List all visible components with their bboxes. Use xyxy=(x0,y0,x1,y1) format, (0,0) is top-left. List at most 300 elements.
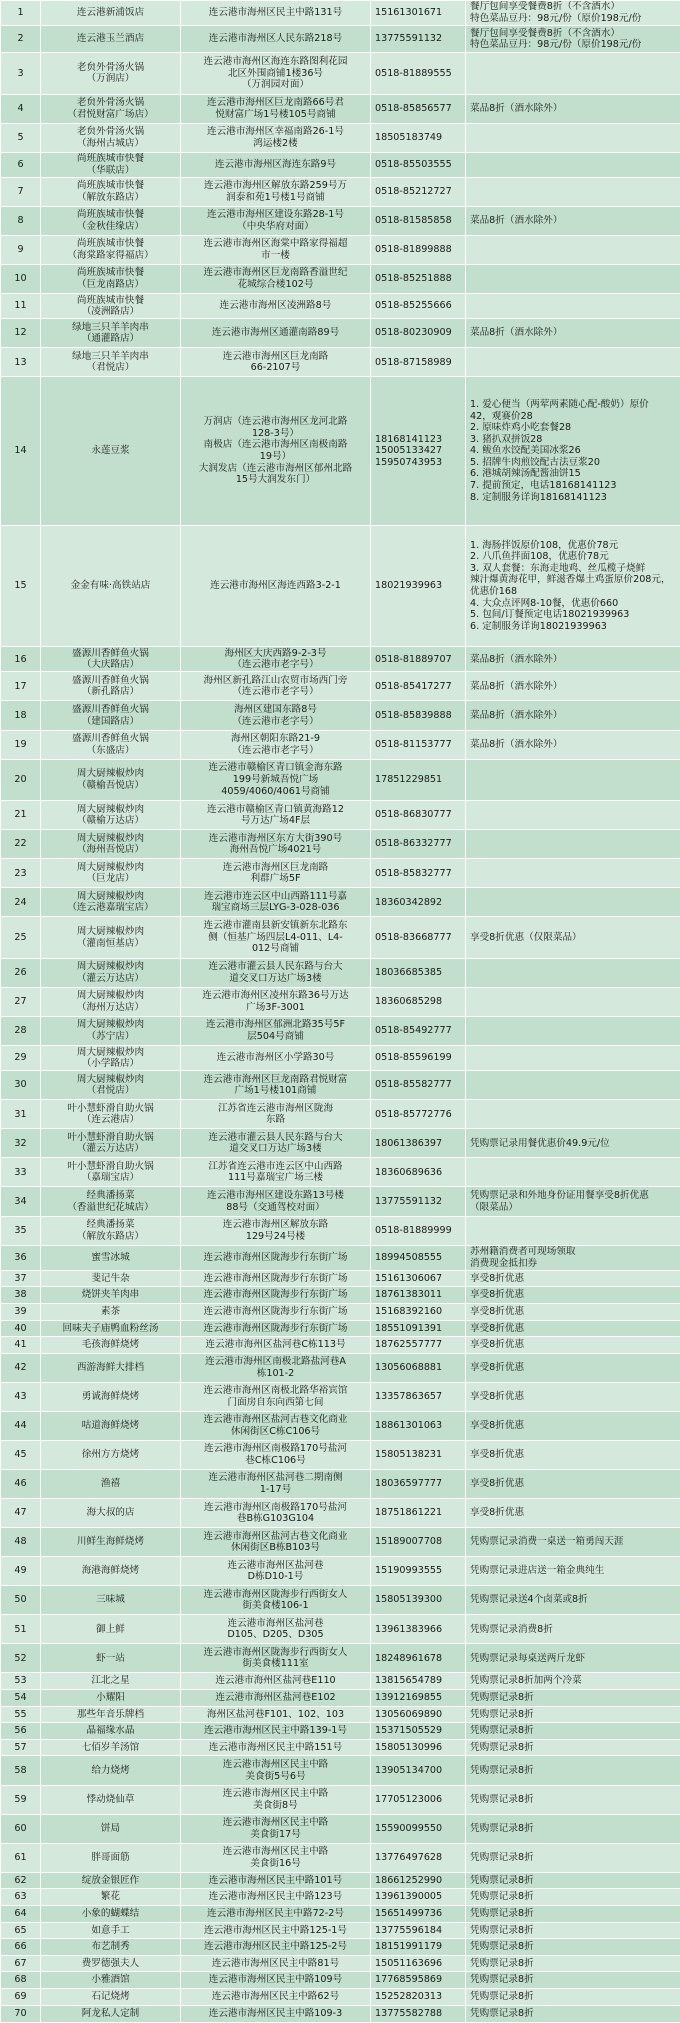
merchant-phone xyxy=(371,730,466,759)
merchant-phone xyxy=(371,1922,466,1939)
merchant-phone xyxy=(371,1756,466,1785)
merchant-phone-line: 18151991179 xyxy=(375,1941,443,1953)
merchant-address-line: 111号嘉瑞宝广场三楼 xyxy=(227,1172,324,1184)
merchant-name-line: 盛源川香鲜鱼火锅 xyxy=(72,732,149,744)
table-row xyxy=(1,152,680,177)
merchant-phone xyxy=(371,1955,466,1972)
row-number: 9 xyxy=(1,235,41,264)
merchant-address-line: 66-2107号 xyxy=(250,362,301,374)
merchant-address xyxy=(181,1129,371,1158)
row-number: 21 xyxy=(1,801,41,830)
row-number: 50 xyxy=(1,1586,41,1615)
merchant-address xyxy=(181,525,371,646)
merchant-name-line: 经典潘扬菜 xyxy=(86,1218,135,1230)
merchant-phone-line: 15161301671 xyxy=(375,7,443,19)
merchant-phone-line: 17768595869 xyxy=(375,1974,443,1986)
merchant-address-line: 连云港市海州区盐河巷 xyxy=(227,1559,324,1571)
merchant-phone xyxy=(371,1337,466,1354)
row-number: 12 xyxy=(1,319,41,348)
row-number: 34 xyxy=(1,1187,41,1216)
merchant-name xyxy=(41,917,181,959)
merchant-phone xyxy=(371,525,466,646)
merchant-address-line: D栋D10-1号 xyxy=(247,1571,304,1583)
merchant-phone-line: 13775582788 xyxy=(375,2008,443,2019)
merchant-offer xyxy=(466,1644,680,1673)
row-number: 49 xyxy=(1,1557,41,1586)
merchant-offer xyxy=(466,2005,680,2022)
merchant-name xyxy=(41,1922,181,1939)
merchant-offer xyxy=(466,1989,680,2006)
merchant-offer-line: 凭购票记录送4个卤菜或8折 xyxy=(470,1594,588,1606)
row-number: 41 xyxy=(1,1337,41,1354)
table-row xyxy=(1,1216,680,1245)
merchant-offer-line: 菜品8折（酒水除外） xyxy=(470,327,563,339)
table-row xyxy=(1,94,680,123)
merchant-offer xyxy=(466,1706,680,1723)
merchant-address xyxy=(181,1411,371,1440)
merchant-phone-line: 15051163696 xyxy=(375,1957,443,1969)
merchant-name xyxy=(41,647,181,672)
merchant-name-line: 素茶 xyxy=(100,1305,121,1317)
merchant-address xyxy=(181,1557,371,1586)
merchant-name xyxy=(41,265,181,294)
merchant-name xyxy=(41,1955,181,1972)
merchant-address-line: 连云港市海州区南极北路盐河巷A xyxy=(205,1356,346,1368)
row-number: 53 xyxy=(1,1673,41,1690)
merchant-offer-line: 特色菜品豆丹：98元/份（原价198元/份 xyxy=(470,39,642,51)
merchant-phone-line: 13056068881 xyxy=(375,1361,443,1373)
merchant-address xyxy=(181,1644,371,1673)
merchant-phone xyxy=(371,94,466,123)
merchant-offer xyxy=(466,1499,680,1528)
table-row xyxy=(1,647,680,672)
merchant-phone-line: 13961383966 xyxy=(375,1623,443,1635)
merchant-address xyxy=(181,1187,371,1216)
merchant-name xyxy=(41,1756,181,1785)
merchant-address-line: 连云港市海州区凌洲路8号 xyxy=(219,300,332,312)
merchant-address-line: 鸿运楼2楼 xyxy=(253,137,298,149)
merchant-name-line: （灌南恒基店） xyxy=(76,937,145,949)
merchant-name xyxy=(41,1905,181,1922)
merchant-phone xyxy=(371,1270,466,1287)
merchant-name xyxy=(41,377,181,525)
merchant-address xyxy=(181,2005,371,2022)
merchant-name xyxy=(41,1972,181,1989)
merchant-address-line: 1-17号 xyxy=(259,1484,292,1496)
merchant-offer-line: 凭购票记录8折 xyxy=(470,1822,534,1834)
merchant-phone-line: 13775591132 xyxy=(375,1195,443,1207)
merchant-offer-line: 餐厅包间享受餐费8折（不含酒水） xyxy=(470,1,621,13)
table-row xyxy=(1,1889,680,1906)
table-row xyxy=(1,319,680,348)
merchant-name-line: （万润店） xyxy=(86,73,135,85)
merchant-address xyxy=(181,1756,371,1785)
merchant-name xyxy=(41,348,181,377)
merchant-address-line: 连云港市海州区郁洲北路35号5F xyxy=(206,1019,345,1031)
merchant-phone-line: 0518-85417277 xyxy=(375,680,452,692)
merchant-name-line: 布艺制秀 xyxy=(91,1941,130,1953)
merchant-address-line: 连云港市海州区巨龙南路 xyxy=(222,350,329,362)
merchant-address-line: 连云港市海州区盐河古巷文化商业 xyxy=(203,1530,348,1542)
merchant-address xyxy=(181,1100,371,1129)
merchant-offer-line: 凭购票记录8折 xyxy=(470,1764,534,1776)
merchant-name-line: 周大厨辣椒炒肉 xyxy=(76,890,145,902)
row-number: 14 xyxy=(1,377,41,525)
table-row xyxy=(1,1158,680,1187)
merchant-phone-line: 13776497628 xyxy=(375,1851,443,1863)
merchant-address xyxy=(181,1440,371,1469)
merchant-phone xyxy=(371,801,466,830)
merchant-phone xyxy=(371,152,466,177)
table-row xyxy=(1,1673,680,1690)
merchant-name-line: 阿龙私人定制 xyxy=(81,2008,140,2019)
merchant-phone xyxy=(371,1440,466,1469)
merchant-phone xyxy=(371,1939,466,1956)
merchant-address xyxy=(181,1216,371,1245)
merchant-address-line: 大润发店（连云港市海州区郁州北路 xyxy=(198,462,353,474)
merchant-address-line: 巷C栋C106号 xyxy=(245,1454,306,1466)
table-row xyxy=(1,1690,680,1707)
merchant-name-line: 周大厨辣椒炒肉 xyxy=(76,803,145,815)
merchant-name xyxy=(41,1245,181,1270)
merchant-offer xyxy=(466,1287,680,1304)
table-row xyxy=(1,1905,680,1922)
merchant-address xyxy=(181,1586,371,1615)
table-row xyxy=(1,958,680,987)
merchant-name xyxy=(41,1129,181,1158)
table-row xyxy=(1,235,680,264)
merchant-phone xyxy=(371,1499,466,1528)
merchant-name-line: 尚班族城市快餐 xyxy=(76,180,145,192)
row-number: 69 xyxy=(1,1989,41,2006)
merchant-phone-line: 18061386397 xyxy=(375,1137,443,1149)
merchant-address-line: 连云港市海州区盐河巷C栋113号 xyxy=(205,1339,346,1351)
merchant-name-line: （东盛店） xyxy=(86,744,135,756)
merchant-name-line: 尚班族城市快餐 xyxy=(76,238,145,250)
merchant-address-line: 连云港市海州区南极路170号盐河 xyxy=(203,1501,348,1513)
merchant-phone-line: 18994508555 xyxy=(375,1251,443,1263)
row-number: 16 xyxy=(1,647,41,672)
merchant-address-line: 北区外围商铺1楼36号 xyxy=(227,67,324,79)
merchant-address-line: 连云港市海州区小学路30号 xyxy=(216,1052,335,1064)
merchant-name xyxy=(41,1644,181,1673)
merchant-offer-line: 凭购票记录用餐优惠价49.9元/位 xyxy=(470,1137,610,1149)
merchant-address-line: 连云港市海州区民主中路 xyxy=(222,1846,329,1858)
merchant-offer xyxy=(466,1320,680,1337)
merchant-phone-line: 15190993555 xyxy=(375,1565,443,1577)
row-number: 11 xyxy=(1,294,41,319)
table-row xyxy=(1,1187,680,1216)
merchant-address xyxy=(181,730,371,759)
row-number: 56 xyxy=(1,1723,41,1740)
merchant-offer xyxy=(466,672,680,701)
merchant-address-line: 花城综合楼102号 xyxy=(237,279,314,291)
merchant-phone-line: 17705123006 xyxy=(375,1793,443,1805)
merchant-address xyxy=(181,1955,371,1972)
merchant-name-line: 叶小慧虾滑自助火锅 xyxy=(67,1160,154,1172)
table-row xyxy=(1,1270,680,1287)
table-row xyxy=(1,1071,680,1100)
merchant-offer xyxy=(466,1739,680,1756)
merchant-name xyxy=(41,1046,181,1071)
merchant-name-line: 小耀阳 xyxy=(96,1692,125,1704)
merchant-address-line: 连云港市海州区陇海步行东街广场 xyxy=(203,1322,348,1334)
merchant-address xyxy=(181,701,371,730)
merchant-name-line: 烧饼夹羊肉串 xyxy=(81,1289,140,1301)
row-number: 1 xyxy=(1,1,41,26)
merchant-name xyxy=(41,1071,181,1100)
row-number: 17 xyxy=(1,672,41,701)
merchant-phone xyxy=(371,1644,466,1673)
merchant-phone-line: 18551091391 xyxy=(375,1322,443,1334)
merchant-offer xyxy=(466,1158,680,1187)
merchant-phone-line: 18168141123 xyxy=(375,433,443,445)
merchant-offer xyxy=(466,1905,680,1922)
row-number: 54 xyxy=(1,1690,41,1707)
merchant-offer xyxy=(466,1814,680,1843)
merchant-address-line: 市一楼 xyxy=(261,250,290,262)
merchant-name-line: 繁花 xyxy=(100,1891,121,1903)
row-number: 51 xyxy=(1,1615,41,1644)
merchant-address xyxy=(181,1320,371,1337)
merchant-name-line: 盛源川香鲜鱼火锅 xyxy=(72,647,149,659)
merchant-name-line: （灌云万达店） xyxy=(76,1143,145,1155)
merchant-address-line: 连云港市海州区陇海步行东街广场 xyxy=(203,1289,348,1301)
merchant-name-line: （凌洲路店） xyxy=(81,306,140,318)
merchant-offer-line: 3. 猪扒双拼饭28 xyxy=(470,433,543,445)
row-number: 55 xyxy=(1,1706,41,1723)
merchant-phone-line: 0518-85832777 xyxy=(375,867,452,879)
merchant-offer xyxy=(466,1017,680,1046)
merchant-phone xyxy=(371,1158,466,1187)
merchant-address xyxy=(181,53,371,95)
merchant-phone xyxy=(371,177,466,206)
merchant-name xyxy=(41,1017,181,1046)
merchant-address-line: 号万达广场4F层 xyxy=(240,815,311,827)
merchant-phone-line: 15805138231 xyxy=(375,1449,443,1461)
merchant-phone-line: 0518-81889707 xyxy=(375,653,452,665)
merchant-address xyxy=(181,1528,371,1557)
merchant-name-line: 回味夫子庙鸭血粉丝汤 xyxy=(62,1322,159,1334)
row-number: 18 xyxy=(1,701,41,730)
merchant-phone-line: 0518-81585858 xyxy=(375,215,452,227)
merchant-name xyxy=(41,525,181,646)
merchant-phone xyxy=(371,958,466,987)
table-row xyxy=(1,123,680,152)
merchant-address xyxy=(181,319,371,348)
merchant-phone xyxy=(371,1615,466,1644)
row-number: 2 xyxy=(1,26,41,53)
merchant-offer xyxy=(466,94,680,123)
table-row xyxy=(1,1972,680,1989)
merchant-offer-line: 42，观赛价28 xyxy=(470,410,533,422)
merchant-name-line: 胖哥面筋 xyxy=(91,1851,130,1863)
table-row xyxy=(1,1939,680,1956)
merchant-name-line: 江北之星 xyxy=(91,1675,130,1687)
row-number: 40 xyxy=(1,1320,41,1337)
row-number: 63 xyxy=(1,1889,41,1906)
merchant-phone xyxy=(371,1187,466,1216)
table-row xyxy=(1,1872,680,1889)
merchant-address xyxy=(181,1071,371,1100)
merchant-address xyxy=(181,1,371,26)
merchant-offer xyxy=(466,917,680,959)
merchant-name xyxy=(41,1673,181,1690)
table-row xyxy=(1,1046,680,1071)
merchant-name xyxy=(41,1843,181,1872)
merchant-address-line: 巷B栋G103G104 xyxy=(236,1513,315,1525)
merchant-offer xyxy=(466,123,680,152)
merchant-name xyxy=(41,1,181,26)
merchant-phone-line: 13905134700 xyxy=(375,1764,443,1776)
merchant-name-line: 勇诚海鲜烧烤 xyxy=(81,1391,140,1403)
row-number: 37 xyxy=(1,1270,41,1287)
merchant-phone xyxy=(371,1989,466,2006)
row-number: 52 xyxy=(1,1644,41,1673)
merchant-name-line: 永莲豆浆 xyxy=(91,445,130,457)
merchant-phone-line: 18505183749 xyxy=(375,131,443,143)
merchant-phone xyxy=(371,1129,466,1158)
merchant-address-line: 门面房自东向西第七间 xyxy=(227,1396,324,1408)
merchant-address-line: 连云港市海州区南极北路华裕宾馆 xyxy=(203,1385,348,1397)
merchant-address-line: 连云港市海州区民主中路101号 xyxy=(208,1874,343,1886)
merchant-name-line: （赣榆吾悦店） xyxy=(76,779,145,791)
merchant-address-line: 连云港市灌南县新安镇新东北路东 xyxy=(203,920,348,932)
merchant-offer xyxy=(466,177,680,206)
merchant-offer xyxy=(466,1382,680,1411)
merchant-offer xyxy=(466,1586,680,1615)
merchant-name xyxy=(41,1872,181,1889)
merchant-address xyxy=(181,1843,371,1872)
merchant-name-line: 老贠外骨汤火锅 xyxy=(76,61,145,73)
merchant-phone-line: 18036597777 xyxy=(375,1478,443,1490)
merchant-address xyxy=(181,348,371,377)
merchant-phone-line: 13912169855 xyxy=(375,1692,443,1704)
table-row xyxy=(1,348,680,377)
merchant-offer xyxy=(466,801,680,830)
merchant-address xyxy=(181,1287,371,1304)
merchant-phone-line: 0518-85492777 xyxy=(375,1025,452,1037)
merchant-offer xyxy=(466,1690,680,1707)
merchant-offer-line: 享受8折优惠 xyxy=(470,1361,525,1373)
merchant-phone xyxy=(371,377,466,525)
table-row xyxy=(1,1586,680,1615)
merchant-address-line: 侧（恒基广场四层L4-011、L4- xyxy=(208,931,343,943)
merchant-offer-line: 特色菜品豆丹：98元/份（原价198元/份 xyxy=(470,13,642,25)
row-number: 28 xyxy=(1,1017,41,1046)
table-row xyxy=(1,2005,680,2022)
merchant-address-line: 美食街5号6号 xyxy=(245,1770,306,1782)
merchant-name-line: 经典潘扬菜 xyxy=(86,1189,135,1201)
merchant-name-line: 海大叔的店 xyxy=(86,1507,135,1519)
merchant-offer-line: 辣汁爆黄海花甲，鲜滋香爆土鸡蛋原价208元， xyxy=(470,574,671,586)
merchant-offer xyxy=(466,348,680,377)
merchant-address xyxy=(181,1872,371,1889)
merchant-address-line: 199号新城吾悦广场 xyxy=(232,774,319,786)
merchant-address xyxy=(181,265,371,294)
merchant-name xyxy=(41,1353,181,1382)
merchant-address-line: 连云港市海州区陇海步行西街女人 xyxy=(203,1588,348,1600)
merchant-address-line: 道交叉口万达广场3楼 xyxy=(229,972,322,984)
merchant-offer-line: 3. 双人套餐：东海走地鸡、丝瓜榄子烧鲜 xyxy=(470,562,646,574)
merchant-name xyxy=(41,152,181,177)
merchant-phone-line: 18021939963 xyxy=(375,580,443,592)
merchant-address-line: 连云港市海州区民主中路62号 xyxy=(211,1991,340,2002)
merchant-offer xyxy=(466,206,680,235)
merchant-offer xyxy=(466,1303,680,1320)
merchant-offer-line: 享受8折优惠 xyxy=(470,1305,525,1317)
table-row xyxy=(1,177,680,206)
merchant-name xyxy=(41,1557,181,1586)
table-row xyxy=(1,759,680,801)
merchant-address xyxy=(181,206,371,235)
merchant-offer-line: 菜品8折（酒水除外） xyxy=(470,653,563,665)
merchant-offer xyxy=(466,1972,680,1989)
merchant-name xyxy=(41,1690,181,1707)
merchant-offer xyxy=(466,1270,680,1287)
merchant-phone-line: 18360689636 xyxy=(375,1166,443,1178)
merchant-name-line: 给力烧烤 xyxy=(91,1764,130,1776)
merchant-phone-line: 0518-86830777 xyxy=(375,809,452,821)
merchant-address xyxy=(181,1723,371,1740)
merchant-phone xyxy=(371,1972,466,1989)
merchant-address xyxy=(181,1382,371,1411)
merchant-phone-line: 15371505529 xyxy=(375,1725,443,1737)
merchant-address-line: 15号大润发东门） xyxy=(235,474,316,486)
merchant-name xyxy=(41,1216,181,1245)
row-number: 22 xyxy=(1,830,41,859)
merchant-phone-line: 0518-80230909 xyxy=(375,327,452,339)
table-row xyxy=(1,1922,680,1939)
merchant-offer xyxy=(466,1187,680,1216)
merchant-offer-line: 凭购票记录8折 xyxy=(470,1924,534,1936)
row-number: 64 xyxy=(1,1905,41,1922)
merchant-address xyxy=(181,1303,371,1320)
row-number: 46 xyxy=(1,1470,41,1499)
merchant-address-line: 连云港市海州区民主中路109号 xyxy=(208,1974,343,1986)
merchant-offer-line: 享受8折优惠 xyxy=(470,1507,525,1519)
merchant-address xyxy=(181,1739,371,1756)
merchant-name-line: 渔禧 xyxy=(100,1478,121,1490)
merchant-address-line: （连云港市老字号） xyxy=(232,744,319,756)
merchant-phone xyxy=(371,1843,466,1872)
merchant-name-line: 周大厨辣椒炒肉 xyxy=(76,1019,145,1031)
merchant-address-line: 连云港市海州区通灌南路89号 xyxy=(211,327,340,339)
table-row xyxy=(1,1814,680,1843)
merchant-address-line: 美食街17号 xyxy=(250,1828,301,1840)
merchant-phone xyxy=(371,647,466,672)
merchant-offer xyxy=(466,1673,680,1690)
merchant-address-line: 悦财富广场1号楼105号商铺 xyxy=(215,108,336,120)
table-row xyxy=(1,1470,680,1499)
merchant-address-line: 连云港市海州区解放东路 xyxy=(222,1218,329,1230)
merchant-name-line: 三味城 xyxy=(96,1594,125,1606)
merchant-phone-line: 18661252990 xyxy=(375,1874,443,1886)
merchant-address-line: 连云港市海州区盐河古巷文化商业 xyxy=(203,1414,348,1426)
merchant-phone-line: 17851229851 xyxy=(375,774,443,786)
merchant-address-line: 万润店（连云港市海州区龙河北路 xyxy=(203,416,348,428)
merchant-phone xyxy=(371,1889,466,1906)
merchant-offer-line: 享受8折优惠 xyxy=(470,1478,525,1490)
table-row xyxy=(1,1528,680,1557)
merchant-phone xyxy=(371,1411,466,1440)
merchant-address xyxy=(181,1470,371,1499)
row-number: 38 xyxy=(1,1287,41,1304)
merchant-phone-line: 18360342892 xyxy=(375,896,443,908)
row-number: 70 xyxy=(1,2005,41,2022)
merchant-phone-line: 18861301063 xyxy=(375,1420,443,1432)
merchant-name xyxy=(41,1723,181,1740)
